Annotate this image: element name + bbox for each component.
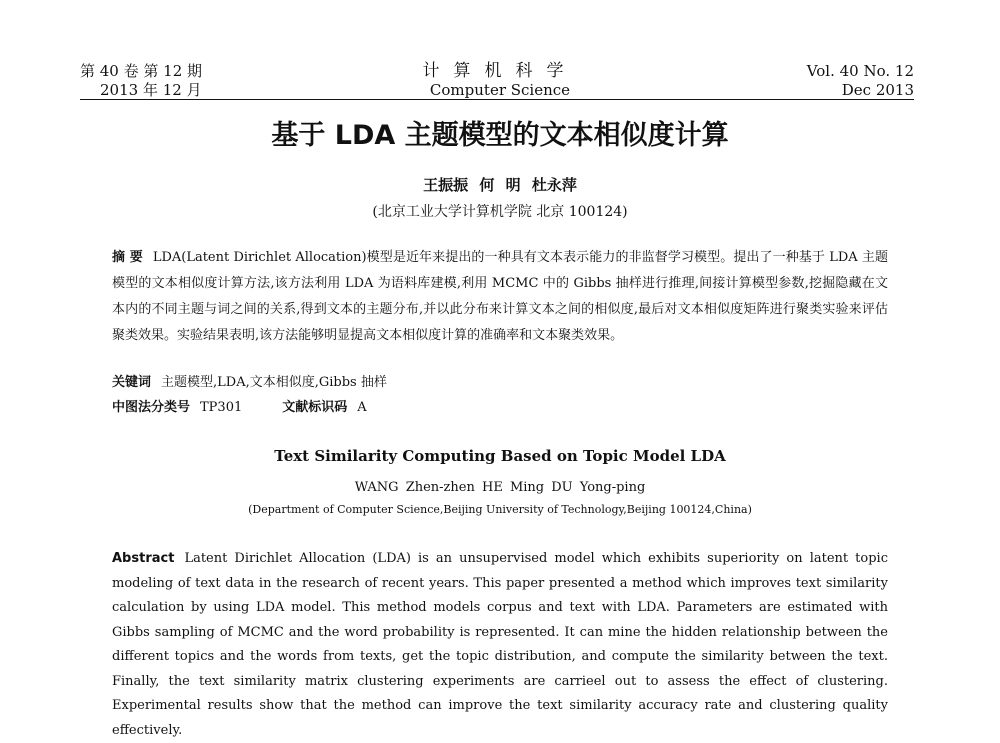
affiliation-en: (Department of Computer Science,Beijing University of Technology,Beijing 100124,China) [248, 503, 752, 516]
paper-title: 基于 LDA 主题模型的文本相似度计算 [271, 120, 729, 151]
abstract-cn-label: 摘 要 [112, 250, 143, 265]
author-list: 王振振 何 明 杜永萍 [423, 176, 577, 194]
issue-date: 2013 年 12 月 [100, 81, 202, 99]
keywords-text: 主题模型,LDA,文本相似度,Gibbs 抽样 [161, 375, 387, 390]
classification [112, 398, 367, 418]
document-code-label: 文献标识码 [282, 400, 348, 415]
paper-title-en: Text Similarity Computing Based on Topic Model LDA [274, 447, 726, 465]
abstract-cn [112, 245, 888, 349]
issue-date-en: Dec 2013 [841, 81, 914, 99]
journal-issue-info-en [807, 62, 914, 100]
abstract-en-label: Abstract [112, 551, 175, 566]
abstract-cn-text: LDA(Latent Dirichlet Allocation)模型是近年来提出的一种具有文本表示能力的非监督学习模型。提出了一种基于 LDA 主题模型的文本相似度计算方法,该方法利用 LDA 为语料库建模,利用 MCMC 中的 Gibbs 抽样进行推理,间接计算模型参数,挖掘隐藏在文本内的不同主题与词之间的关系,得到文本的主题分布,并以此分布来计算文本之间的相似度,最后对文本相似度矩阵进行聚类实验来评估聚类效果。实验结果表明,该方法能够明显提高文本相似度计算的准确率和文本聚类效果。 [112, 250, 888, 343]
keywords [112, 373, 387, 393]
volume-issue-en: Vol. 40 No. 12 [806, 62, 914, 80]
document-code-value: A [357, 400, 367, 415]
classification-label: 中图法分类号 [112, 400, 191, 415]
author-list-en: WANG Zhen-zhen HE Ming DU Yong-ping [354, 480, 646, 495]
header-divider [80, 99, 914, 100]
affiliation: (北京工业大学计算机学院 北京 100124) [372, 204, 628, 220]
journal-name-en: Computer Science [429, 81, 571, 99]
journal-name-cn: 计算机科学 [422, 61, 578, 81]
volume-issue: 第 40 卷 第 12 期 [80, 62, 203, 80]
classification-value: TP301 [200, 400, 243, 415]
keywords-label: 关键词 [112, 375, 152, 390]
abstract-en-text: Latent Dirichlet Allocation (LDA) is an unsupervised model which exhibits superiority on latent topic modeling of text data in the research of recent years. This paper presented a method which improves text similarity calculation by using LDA model. This method models corpus and text with LDA. Parameters are estimated with Gibbs sampling of MCMC and the word probability is represented. It can mine the hidden relationship between the different topics and the words from texts, get the topic distribution, and compute the similarity between the text. Finally, the text similarity matrix clustering experiments are carrieel out to assess the effect of clustering. Experimental results show that the method can improve the text similarity accuracy rate and clustering quality effectively. [112, 551, 888, 738]
abstract-en [112, 547, 888, 743]
